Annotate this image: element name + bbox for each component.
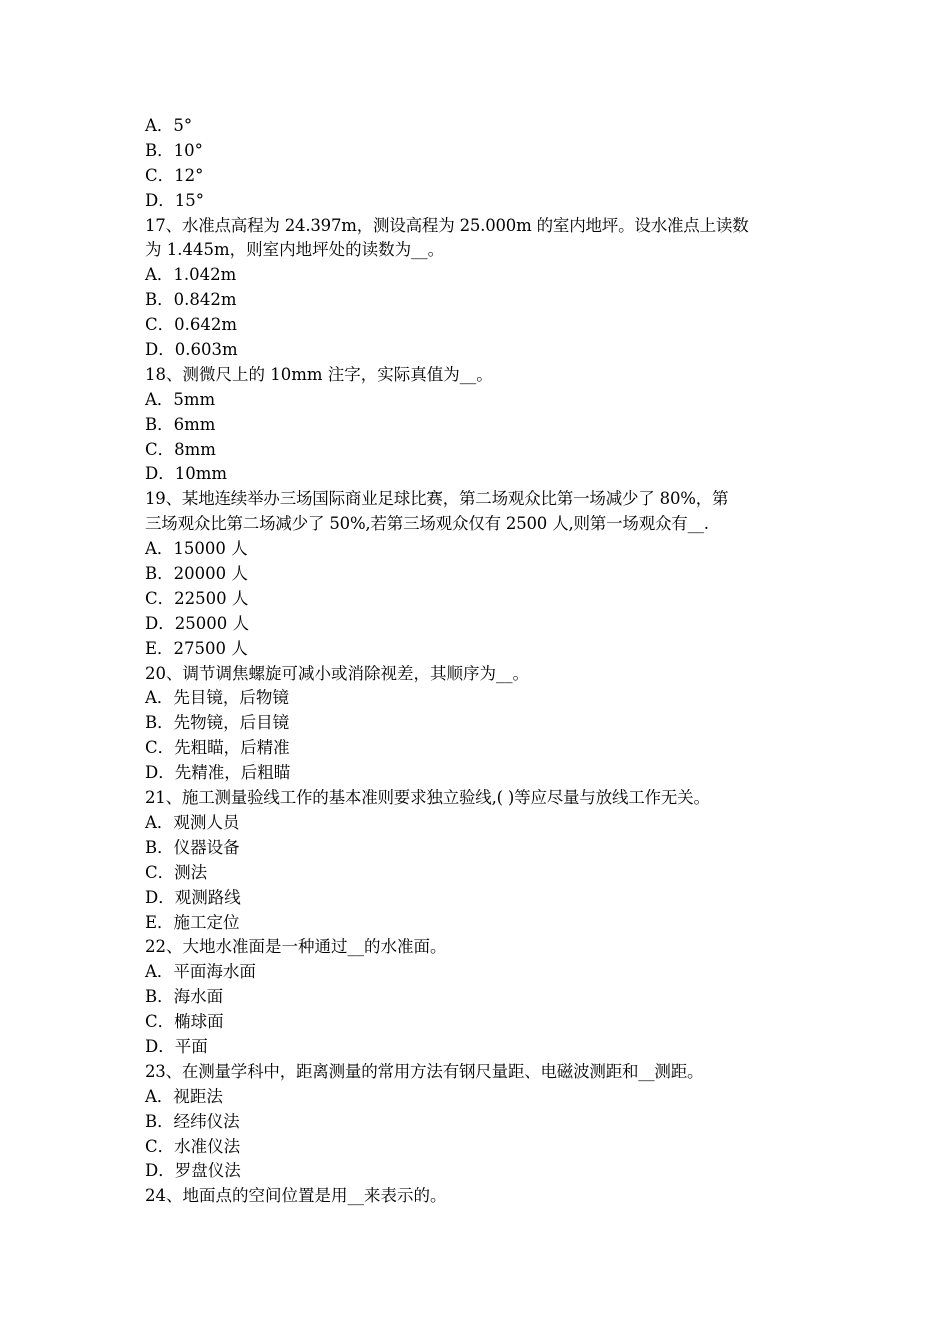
question-24: 24、地面点的空间位置是用__来表示的。 (145, 1186, 447, 1206)
option-line: B．经纬仪法 (145, 1111, 240, 1131)
option-line: C．椭球面 (145, 1012, 224, 1032)
option-line: B．海水面 (145, 987, 224, 1007)
option-line: C．22500 人 (145, 588, 249, 608)
option-line: C．测法 (145, 862, 208, 882)
option-line: C．12° (145, 165, 204, 185)
option-line: D．25000 人 (145, 613, 249, 633)
question-19-line-1: 19、某地连续举办三场国际商业足球比赛，第二场观众比第一场减少了 80%，第 (145, 489, 729, 509)
option-line: B．仪器设备 (145, 837, 240, 857)
option-line: A．5mm (145, 389, 216, 409)
option-line: A．视距法 (145, 1086, 223, 1106)
option-line: D．10mm (145, 464, 228, 484)
option-line: A．观测人员 (145, 812, 240, 832)
option-line: D．观测路线 (145, 887, 241, 907)
option-line: D．0.603m (145, 340, 238, 360)
question-18: 18、测微尺上的 10mm 注字，实际真值为__。 (145, 364, 493, 384)
option-line: B．20000 人 (145, 564, 248, 584)
option-line: B．0.842m (145, 290, 237, 310)
question-17-line-2: 为 1.445m，则室内地坪处的读数为__。 (145, 240, 445, 260)
option-line: B．先物镜，后目镜 (145, 713, 290, 733)
question-22: 22、大地水准面是一种通过__的水准面。 (145, 937, 447, 957)
option-line: A．5° (145, 116, 193, 135)
question-20: 20、调节调焦螺旋可减小或消除视差，其顺序为__。 (145, 663, 529, 683)
option-line: C．0.642m (145, 315, 238, 335)
option-line: D．先精准，后粗瞄 (145, 763, 291, 783)
option-line: E．27500 人 (145, 638, 248, 658)
option-line: B．10° (145, 140, 203, 160)
option-line: B．6mm (145, 414, 216, 434)
option-line: C．8mm (145, 439, 216, 459)
option-line: D．罗盘仪法 (145, 1161, 241, 1181)
question-19-line-2: 三场观众比第二场减少了 50%,若第三场观众仅有 2500 人,则第一场观众有__. (145, 514, 709, 534)
option-line: C．水准仪法 (145, 1136, 241, 1156)
option-line: A．平面海水面 (145, 962, 256, 982)
option-line: A．先目镜，后物镜 (145, 688, 289, 708)
document-page (145, 114, 815, 1209)
option-line: C．先粗瞄，后精准 (145, 738, 290, 758)
question-23: 23、在测量学科中，距离测量的常用方法有钢尺量距、电磁波测距和__测距。 (145, 1061, 704, 1081)
option-line: D．15° (145, 190, 204, 210)
question-17-line-1: 17、水准点高程为 24.397m，测设高程为 25.000m 的室内地坪。设水准点上读数 (145, 215, 749, 235)
option-line: E．施工定位 (145, 912, 240, 932)
option-line: A．15000 人 (145, 539, 248, 559)
question-21: 21、施工测量验线工作的基本准则要求独立验线,( )等应尽量与放线工作无关。 (145, 788, 710, 808)
option-line: D．平面 (145, 1036, 208, 1056)
option-line: A．1.042m (145, 265, 237, 285)
